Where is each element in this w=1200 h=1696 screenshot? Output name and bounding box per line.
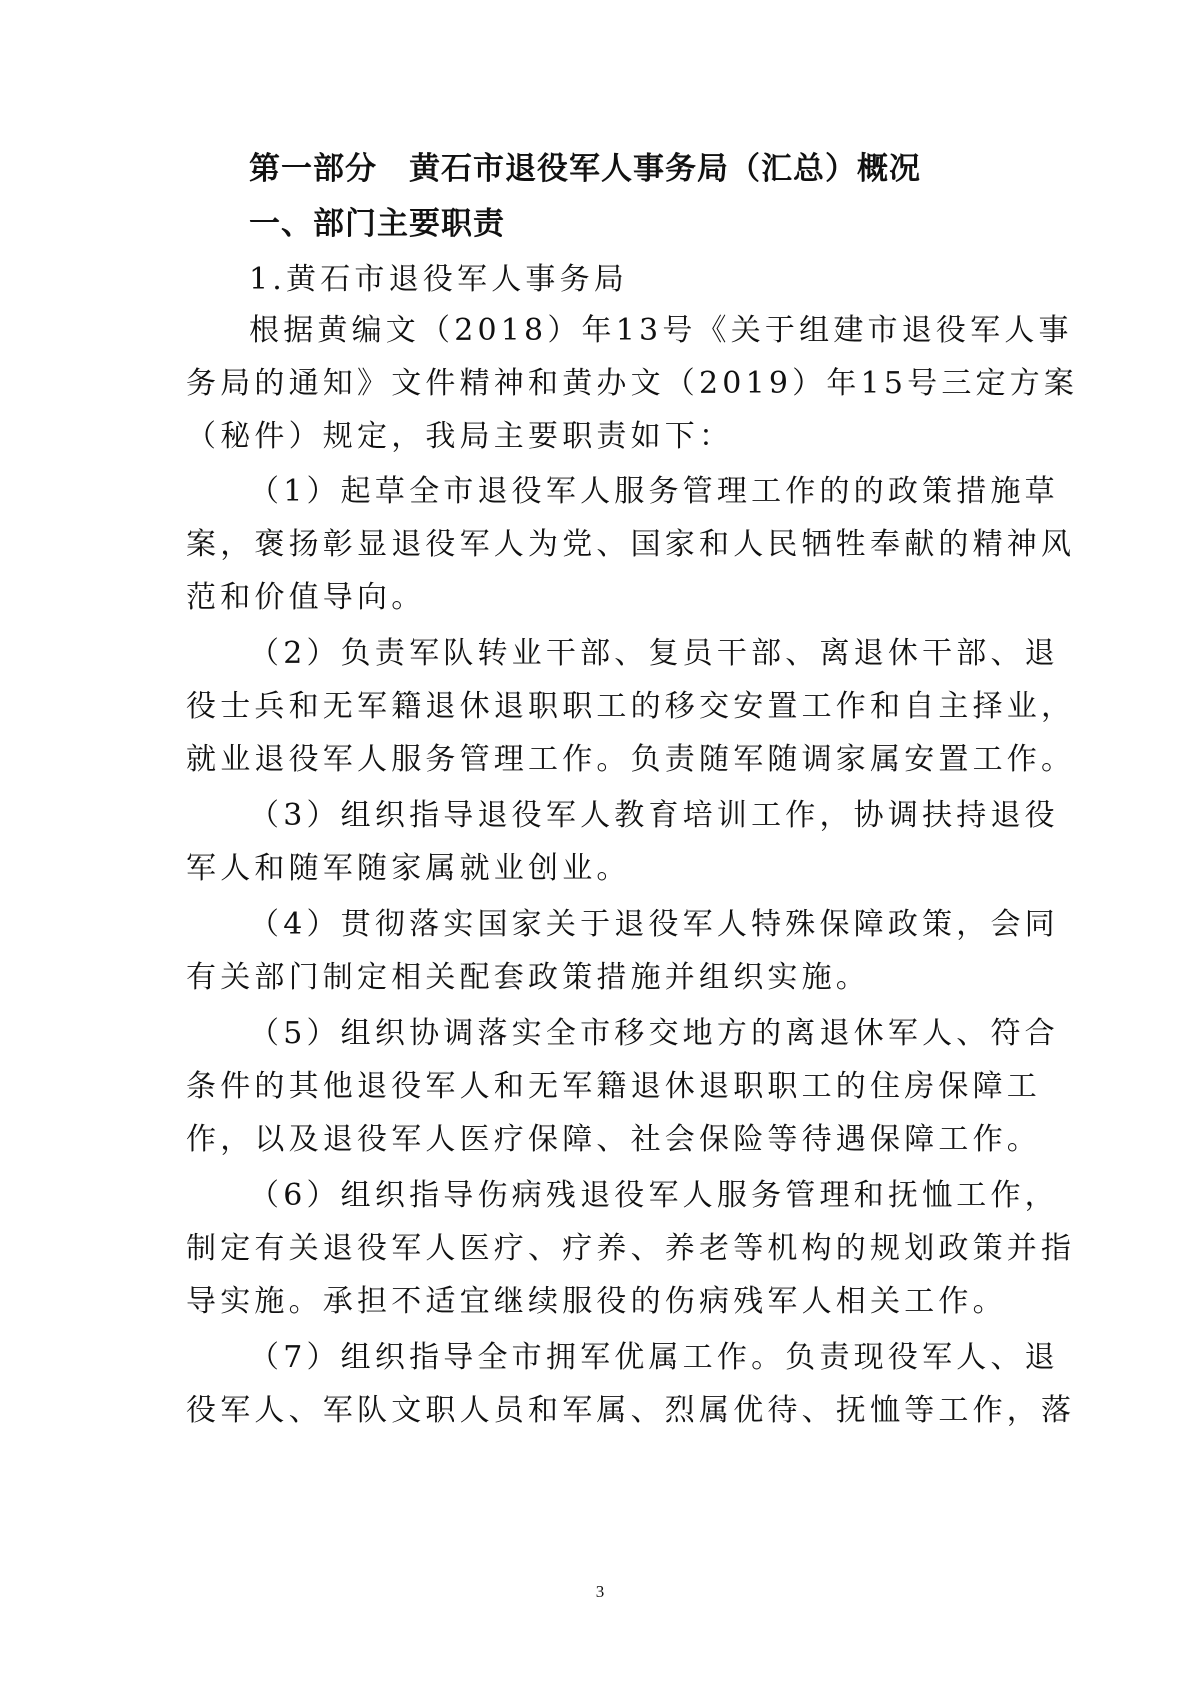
- duty-line: 役军人、军队文职人员和军属、烈属优待、抚恤等工作，落: [186, 1393, 1076, 1428]
- duty-line: 军人和随军随家属就业创业。: [186, 851, 631, 886]
- duty-line: 范和价值导向。: [186, 580, 426, 615]
- duty-line: （4）贯彻落实国家关于退役军人特殊保障政策，会同: [249, 907, 1059, 942]
- duty-line: 案，褒扬彰显退役军人为党、国家和人民牺牲奉献的精神风: [186, 527, 1076, 562]
- duty-line: 导实施。承担不适宜继续服役的伤病残军人相关工作。: [186, 1284, 1007, 1319]
- intro-line: 务局的通知》文件精神和黄办文（2019）年15号三定方案: [186, 366, 1079, 401]
- duty-line: 作，以及退役军人医疗保障、社会保险等待遇保障工作。: [186, 1122, 1041, 1157]
- page-number: 3: [595, 1582, 605, 1601]
- duty-line: （2）负责军队转业干部、复员干部、离退休干部、退: [249, 636, 1059, 671]
- duty-line: （5）组织协调落实全市移交地方的离退休军人、符合: [249, 1016, 1059, 1051]
- duty-line: 就业退役军人服务管理工作。负责随军随调家属安置工作。: [186, 742, 1076, 777]
- part-title: 第一部分 黄石市退役军人事务局（汇总）概况: [249, 151, 921, 187]
- duty-line: 有关部门制定相关配套政策措施并组织实施。: [186, 960, 870, 995]
- duty-line: 役士兵和无军籍退休退职职工的移交安置工作和自主择业，: [186, 689, 1076, 724]
- subsection-title: 1.黄石市退役军人事务局: [249, 262, 629, 297]
- intro-line: 根据黄编文（2018）年13号《关于组建市退役军人事: [249, 313, 1073, 348]
- section-heading: 一、部门主要职责: [249, 206, 505, 242]
- duty-line: （6）组织指导伤病残退役军人服务管理和抚恤工作，: [249, 1178, 1059, 1213]
- intro-line: （秘件）规定，我局主要职责如下：: [186, 419, 734, 454]
- duty-line: 条件的其他退役军人和无军籍退休退职职工的住房保障工: [186, 1069, 1041, 1104]
- duty-line: 制定有关退役军人医疗、疗养、养老等机构的规划政策并指: [186, 1231, 1076, 1266]
- duty-line: （1）起草全市退役军人服务管理工作的的政策措施草: [249, 474, 1059, 509]
- duty-line: （7）组织指导全市拥军优属工作。负责现役军人、退: [249, 1340, 1059, 1375]
- duty-line: （3）组织指导退役军人教育培训工作，协调扶持退役: [249, 798, 1059, 833]
